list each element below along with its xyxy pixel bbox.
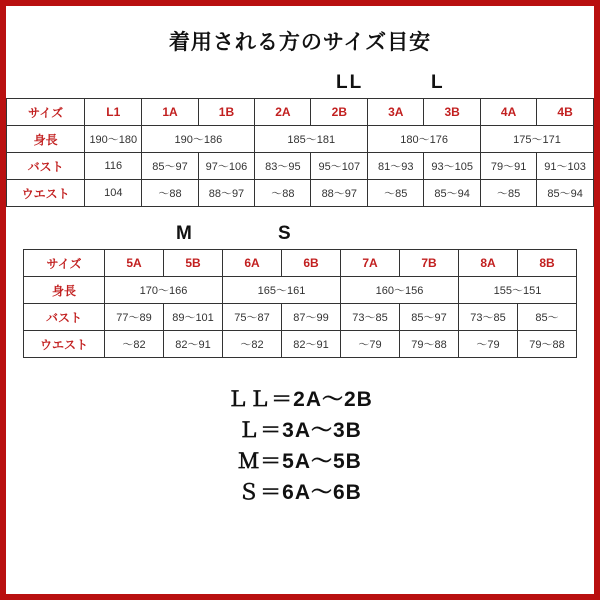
table-cell: 95〜107 (311, 153, 368, 180)
column-header: 1B (198, 99, 255, 126)
legend-line: ＬＬ＝2A〜2B (227, 388, 373, 411)
table-cell: 〜79 (459, 331, 518, 358)
table-row (7, 126, 594, 153)
column-header: 2A (255, 99, 311, 126)
column-header: 6A (223, 250, 282, 277)
size-legend (6, 384, 594, 508)
page-title: 着用される方のサイズ目安 (168, 31, 432, 54)
table-cell: 85〜 (518, 304, 577, 331)
group-label: LL (336, 72, 364, 93)
table-cell: 〜85 (368, 180, 424, 207)
legend-line: Ｓ＝6A〜6B (238, 481, 362, 504)
table-cell: 79〜88 (400, 331, 459, 358)
table-cell: 89〜101 (164, 304, 223, 331)
table-cell: 97〜106 (198, 153, 255, 180)
table-cell: 〜88 (142, 180, 198, 207)
table-cell: 85〜94 (424, 180, 481, 207)
table-cell: 85〜97 (142, 153, 198, 180)
table-cell: 〜85 (481, 180, 537, 207)
table-row (7, 180, 594, 207)
legend-line: Ｌ＝3A〜3B (238, 419, 362, 442)
group-labels-top (6, 72, 594, 98)
row-header: バスト (24, 304, 105, 331)
table-cell: 〜82 (105, 331, 164, 358)
column-header: 8A (459, 250, 518, 277)
table-cell: 88〜97 (198, 180, 255, 207)
row-header: 身長 (24, 277, 105, 304)
table-cell: 116 (85, 153, 142, 180)
table-cell: 155〜151 (459, 277, 577, 304)
size-table-top-wrapper (6, 98, 594, 207)
row-header: 身長 (7, 126, 85, 153)
group-labels-bottom (6, 223, 594, 249)
table-cell: 190〜186 (142, 126, 255, 153)
table-cell: 〜79 (341, 331, 400, 358)
table-cell: 82〜91 (164, 331, 223, 358)
table-cell: 93〜105 (424, 153, 481, 180)
table-row (24, 277, 577, 304)
table-cell: 87〜99 (282, 304, 341, 331)
size-table-top (6, 98, 594, 207)
table-cell: 170〜166 (105, 277, 223, 304)
column-header: 6B (282, 250, 341, 277)
table-cell: 160〜156 (341, 277, 459, 304)
size-table-bottom (23, 249, 577, 358)
table-row (24, 331, 577, 358)
column-header: 5B (164, 250, 223, 277)
size-table-bottom-wrapper (6, 249, 594, 358)
table-cell: 185〜181 (255, 126, 368, 153)
table-header-row (7, 99, 594, 126)
table-cell: 〜82 (223, 331, 282, 358)
column-header: L1 (85, 99, 142, 126)
table-row (24, 304, 577, 331)
column-header: 3B (424, 99, 481, 126)
table-cell: 190〜180 (85, 126, 142, 153)
table-cell: 88〜97 (311, 180, 368, 207)
table-cell: 75〜87 (223, 304, 282, 331)
table-cell: 77〜89 (105, 304, 164, 331)
table-cell: 81〜93 (368, 153, 424, 180)
group-label: L (431, 72, 445, 93)
table-corner-label: サイズ (7, 99, 85, 126)
table-cell: 180〜176 (368, 126, 481, 153)
row-header: ウエスト (24, 331, 105, 358)
column-header: 8B (518, 250, 577, 277)
table-cell: 〜88 (255, 180, 311, 207)
table-cell: 73〜85 (341, 304, 400, 331)
table-header-row (24, 250, 577, 277)
table-cell: 73〜85 (459, 304, 518, 331)
table-cell: 104 (85, 180, 142, 207)
column-header: 4B (537, 99, 594, 126)
group-label: S (278, 223, 293, 244)
table-cell: 165〜161 (223, 277, 341, 304)
table-cell: 85〜94 (537, 180, 594, 207)
row-header: ウエスト (7, 180, 85, 207)
table-cell: 85〜97 (400, 304, 459, 331)
table-cell: 82〜91 (282, 331, 341, 358)
column-header: 7B (400, 250, 459, 277)
column-header: 7A (341, 250, 400, 277)
table-cell: 91〜103 (537, 153, 594, 180)
row-header: バスト (7, 153, 85, 180)
table-row (7, 153, 594, 180)
legend-line: Ｍ＝5A〜5B (238, 450, 362, 473)
table-cell: 175〜171 (481, 126, 594, 153)
column-header: 3A (368, 99, 424, 126)
column-header: 2B (311, 99, 368, 126)
column-header: 5A (105, 250, 164, 277)
column-header: 4A (481, 99, 537, 126)
group-label: M (176, 223, 194, 244)
table-cell: 83〜95 (255, 153, 311, 180)
size-chart-content (6, 6, 594, 594)
table-corner-label: サイズ (24, 250, 105, 277)
table-cell: 79〜91 (481, 153, 537, 180)
table-cell: 79〜88 (518, 331, 577, 358)
column-header: 1A (142, 99, 198, 126)
